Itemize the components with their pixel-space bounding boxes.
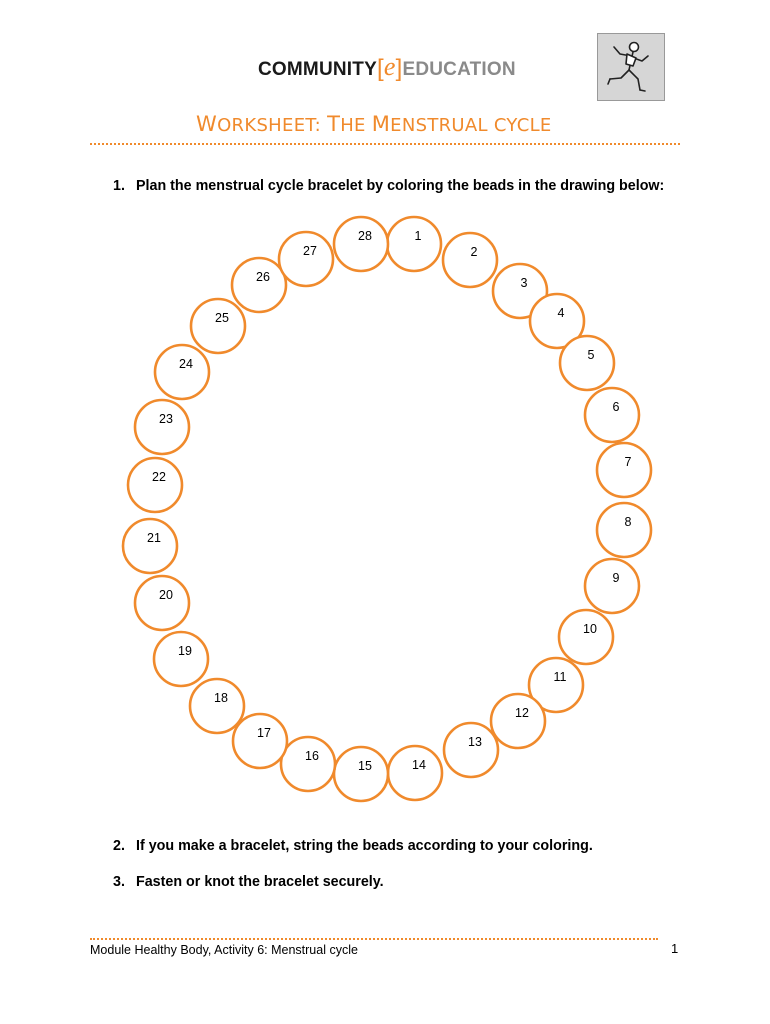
bead-circle — [191, 299, 245, 353]
logo-bracket-close: ] — [395, 55, 403, 82]
bead-label: 3 — [520, 276, 528, 290]
title-worksheet: ORKSHEET: — [217, 115, 328, 136]
bead-17 — [233, 714, 287, 768]
bead-25 — [191, 299, 245, 353]
bead-label: 1 — [414, 229, 422, 243]
question-number: 2. — [113, 838, 125, 854]
question-text: If you make a bracelet, string the beads according to your coloring. — [136, 838, 593, 854]
bead-circle — [443, 233, 497, 287]
bead-circle — [190, 679, 244, 733]
question-text: Plan the menstrual cycle bracelet by coloring the beads in the drawing below: — [136, 178, 665, 194]
bead-20 — [135, 576, 189, 630]
bead-15 — [334, 747, 388, 801]
bead-label: 21 — [147, 531, 161, 545]
bead-16 — [281, 737, 335, 791]
bead-10 — [559, 610, 613, 664]
bead-label: 7 — [624, 455, 632, 469]
bead-21 — [123, 519, 177, 573]
bead-label: 19 — [178, 644, 192, 658]
bead-circle — [135, 576, 189, 630]
bead-label: 4 — [557, 306, 565, 320]
bead-8 — [597, 503, 651, 557]
title-the: HE — [340, 115, 372, 136]
bead-circle — [123, 519, 177, 573]
bead-label: 27 — [303, 244, 317, 258]
bead-label: 6 — [612, 400, 620, 414]
bead-28 — [334, 217, 388, 271]
question-3 — [113, 873, 673, 893]
footer-divider — [90, 938, 658, 940]
bead-26 — [232, 258, 286, 312]
bead-circle — [585, 388, 639, 442]
question-number: 3. — [113, 874, 125, 890]
bead-label: 22 — [152, 470, 166, 484]
bead-6 — [585, 388, 639, 442]
bead-circle — [334, 217, 388, 271]
bead-circle — [135, 400, 189, 454]
logo-education: EDUCATION — [402, 59, 516, 80]
bead-1 — [387, 217, 441, 271]
bead-label: 25 — [215, 311, 229, 325]
bead-circle — [559, 610, 613, 664]
bead-circle — [597, 503, 651, 557]
bead-label: 14 — [412, 758, 426, 772]
bead-circle — [279, 232, 333, 286]
bead-label: 17 — [257, 726, 271, 740]
bead-circle — [388, 746, 442, 800]
title-menstrual-cycle: ENSTRUAL CYCLE — [390, 115, 552, 136]
bead-label: 18 — [214, 691, 228, 705]
bead-label: 8 — [624, 515, 632, 529]
logo-e: e — [383, 52, 396, 81]
bead-label: 16 — [305, 749, 319, 763]
bead-circle — [128, 458, 182, 512]
bead-circle — [155, 345, 209, 399]
bead-label: 2 — [470, 245, 478, 259]
bead-18 — [190, 679, 244, 733]
bead-label: 13 — [468, 735, 482, 749]
question-number: 1. — [113, 178, 125, 194]
bead-circle — [491, 694, 545, 748]
bead-circle — [585, 559, 639, 613]
bead-label: 10 — [583, 622, 597, 636]
bead-2 — [443, 233, 497, 287]
bead-circle — [334, 747, 388, 801]
footer-module-text: Module Healthy Body, Activity 6: Menstrual cycle — [90, 943, 358, 957]
bead-circle — [233, 714, 287, 768]
bead-circle — [560, 336, 614, 390]
title-letter-m: M — [371, 112, 391, 136]
bead-24 — [155, 345, 209, 399]
bead-label: 23 — [159, 412, 173, 426]
bead-label: 12 — [515, 706, 529, 720]
bead-13 — [444, 723, 498, 777]
bead-circle — [232, 258, 286, 312]
bead-22 — [128, 458, 182, 512]
bead-label: 15 — [358, 759, 372, 773]
bead-19 — [154, 632, 208, 686]
bead-circle — [387, 217, 441, 271]
bead-circle — [281, 737, 335, 791]
bead-circle — [154, 632, 208, 686]
bead-14 — [388, 746, 442, 800]
question-text: Fasten or knot the bracelet securely. — [136, 874, 384, 890]
bead-27 — [279, 232, 333, 286]
bead-label: 24 — [179, 357, 193, 371]
logo-bracket-open: [ — [376, 55, 384, 82]
bead-label: 9 — [612, 571, 620, 585]
bead-9 — [585, 559, 639, 613]
page-number: 1 — [671, 941, 679, 956]
title-letter-t: T — [327, 112, 341, 136]
title-letter-w: W — [196, 112, 218, 136]
bead-label: 28 — [358, 229, 372, 243]
bead-7 — [597, 443, 651, 497]
bead-label: 11 — [553, 670, 567, 684]
bead-circle — [444, 723, 498, 777]
question-2 — [113, 837, 673, 857]
bead-23 — [135, 400, 189, 454]
bead-label: 26 — [256, 270, 270, 284]
logo-community: COMMUNITY — [258, 59, 377, 80]
bead-5 — [560, 336, 614, 390]
bead-label: 5 — [587, 348, 595, 362]
bead-circle — [597, 443, 651, 497]
bead-label: 20 — [159, 588, 173, 602]
bead-12 — [491, 694, 545, 748]
